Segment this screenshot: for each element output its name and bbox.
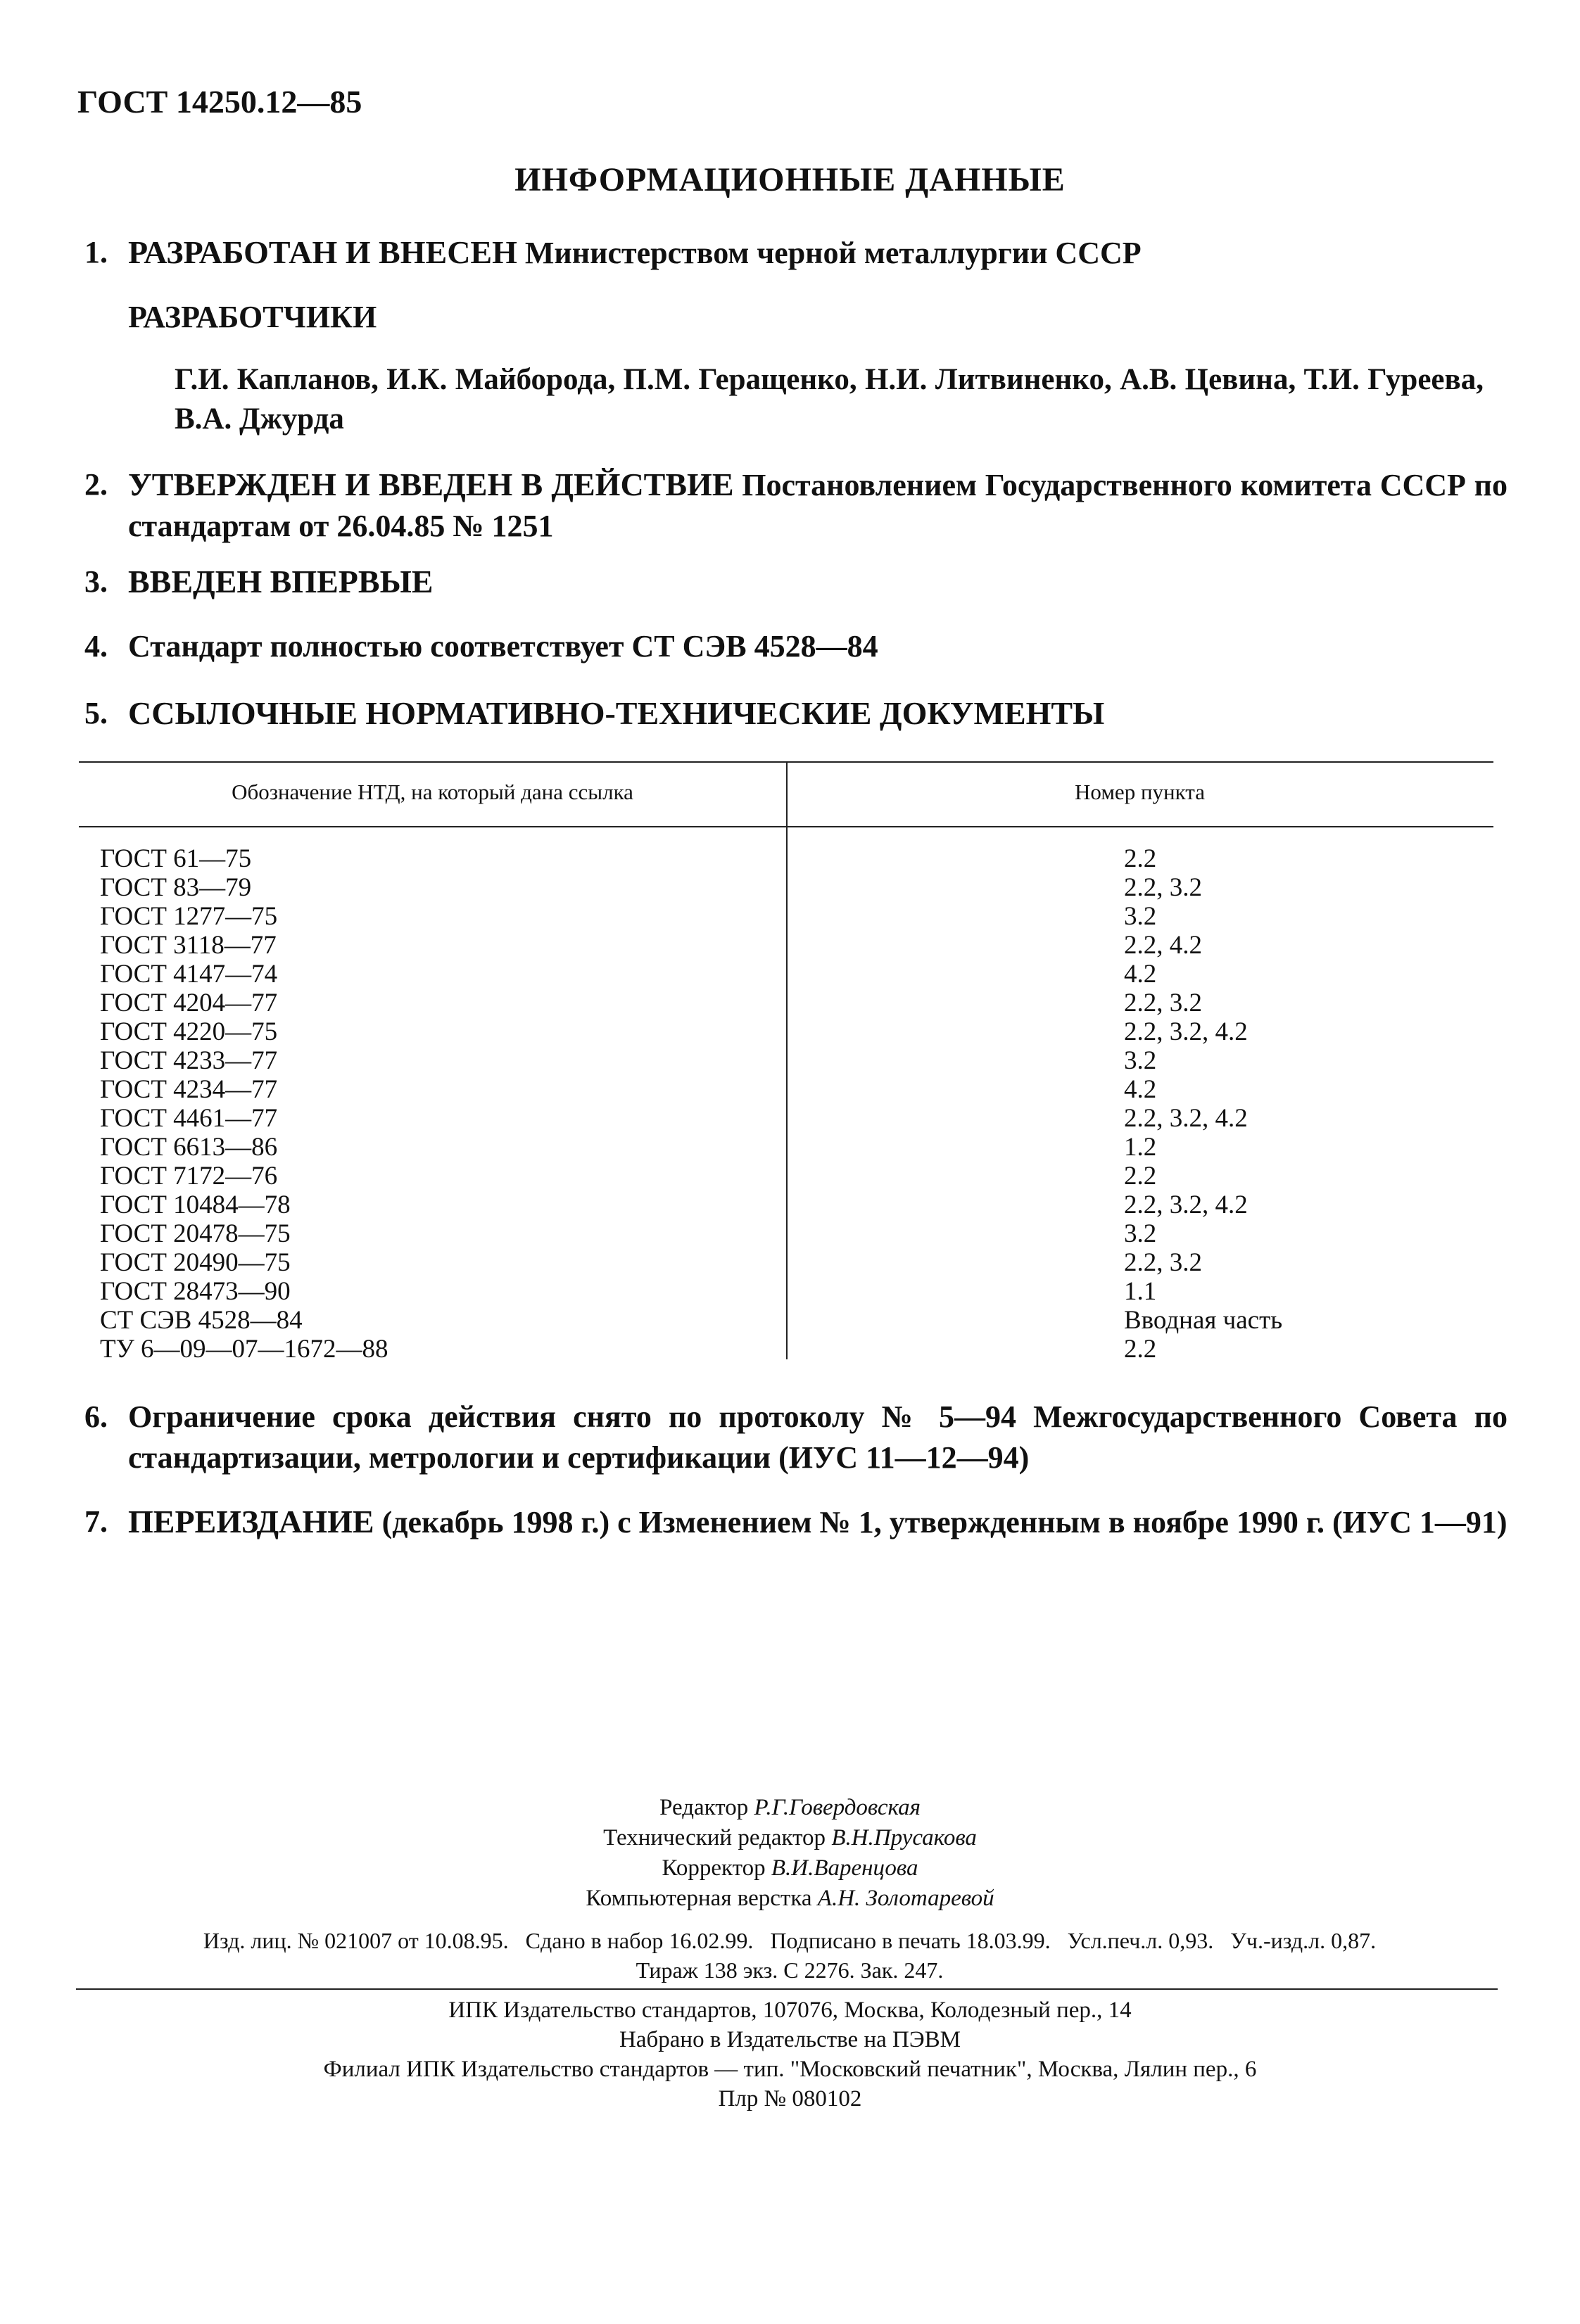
table-cell-document: ГОСТ 20490—75	[100, 1248, 291, 1277]
table-cell-document: ГОСТ 28473—90	[100, 1277, 291, 1306]
table-row	[79, 931, 1493, 960]
table-header-clause: Номер пункта	[1075, 780, 1205, 804]
table-cell-document: СТ СЭВ 4528—84	[100, 1306, 303, 1335]
table-row	[79, 1075, 1493, 1104]
section-3-caps: ВВЕДЕН ВПЕРВЫЕ	[128, 564, 434, 599]
table-row	[79, 1248, 1493, 1277]
table-row	[79, 1277, 1493, 1306]
credit-proofreader	[0, 1853, 1580, 1884]
section-1	[84, 232, 1506, 274]
table-row	[79, 873, 1493, 902]
credit-tech-editor-name: В.Н.Прусакова	[831, 1825, 977, 1850]
table-cell-clause: 1.1	[1124, 1277, 1157, 1306]
section-5-caps: ССЫЛОЧНЫЕ НОРМАТИВНО-ТЕХНИЧЕСКИЕ ДОКУМЕНТЫ	[128, 695, 1105, 731]
table-cell-clause: 2.2, 3.2	[1124, 873, 1202, 902]
section-3	[84, 561, 1506, 604]
table-row	[79, 960, 1493, 989]
section-1-text	[128, 232, 1142, 274]
table-cell-clause: 2.2, 3.2	[1124, 989, 1202, 1017]
table-cell-clause: 2.2, 4.2	[1124, 931, 1202, 960]
table-cell-document: ГОСТ 1277—75	[100, 902, 278, 931]
imprint-line-3: Филиал ИПК Издательство стандартов — тип. "Московский печатник", Москва, Лялин пер., 6	[323, 2057, 1257, 2082]
imprint-line-1: ИПК Издательство стандартов, 107076, Москва, Колодезный пер., 14	[448, 1998, 1132, 2023]
credit-editor-name: Р.Г.Говердовская	[754, 1795, 921, 1820]
table-row	[79, 902, 1493, 931]
imprint-line-4: Плр № 080102	[718, 2086, 862, 2112]
page-title: ИНФОРМАЦИОННЫЕ ДАННЫЕ	[514, 161, 1066, 198]
credit-tech-editor	[0, 1823, 1580, 1853]
table-cell-clause: 3.2	[1124, 902, 1157, 931]
credit-layout	[0, 1884, 1580, 1914]
table-cell-document: ГОСТ 4461—77	[100, 1104, 278, 1133]
section-6-number: 6.	[84, 1399, 108, 1434]
section-1-number: 1.	[84, 235, 108, 269]
table-row	[79, 1306, 1493, 1335]
publication-data	[79, 1926, 1500, 1985]
section-4-text: Стандарт полностью соответствует СТ СЭВ 4528—84	[128, 629, 878, 663]
section-2	[84, 464, 1506, 549]
credits-block	[0, 1793, 1580, 1914]
table-row	[79, 1017, 1493, 1046]
reference-table	[79, 761, 1493, 1366]
table-cell-document: ТУ 6—09—07—1672—88	[100, 1335, 388, 1364]
section-7-number: 7.	[84, 1504, 108, 1539]
publication-line-1: Изд. лиц. № 021007 от 10.08.95. Сдано в набор 16.02.99. Подписано в печать 18.03.99. Усл.печ.л. 0,93. Уч.-изд.л. 0,87.	[203, 1928, 1377, 1953]
credit-proofreader-name: В.И.Варенцова	[771, 1855, 918, 1881]
table-row	[79, 844, 1493, 873]
section-7-text	[128, 1501, 1508, 1543]
credit-editor-label: Редактор	[659, 1795, 749, 1820]
publication-line-2: Тираж 138 экз. С 2276. Зак. 247.	[636, 1957, 944, 1983]
section-1-body: Министерством черной металлургии СССР	[517, 236, 1142, 270]
credit-editor	[0, 1793, 1580, 1823]
table-cell-clause: 3.2	[1124, 1046, 1157, 1075]
table-cell-document: ГОСТ 4147—74	[100, 960, 278, 989]
table-row	[79, 1219, 1493, 1248]
table-cell-document: ГОСТ 10484—78	[100, 1190, 291, 1219]
section-6-text: Ограничение срока действия снято по протоколу № 5—94 Межгосударственного Совета по стандартизации, метрологии и сертификации (ИУС 11—12—94)	[128, 1399, 1508, 1475]
table-cell-clause: 2.2	[1124, 1335, 1157, 1364]
table-cell-document: ГОСТ 83—79	[100, 873, 252, 902]
table-cell-clause: 3.2	[1124, 1219, 1157, 1248]
imprint-block	[0, 1995, 1580, 2114]
credit-layout-name: А.Н. Золотаревой	[817, 1886, 994, 1911]
table-row	[79, 1190, 1493, 1219]
table-cell-document: ГОСТ 4233—77	[100, 1046, 278, 1075]
table-cell-document: ГОСТ 6613—86	[100, 1133, 278, 1162]
table-row	[79, 1046, 1493, 1075]
table-cell-document: ГОСТ 4234—77	[100, 1075, 278, 1104]
credit-tech-editor-label: Технический редактор	[603, 1825, 826, 1850]
section-5	[84, 693, 1506, 735]
section-4	[84, 626, 1506, 668]
section-5-number: 5.	[84, 696, 108, 730]
table-header-document: Обозначение НТД, на который дана ссылка	[232, 780, 633, 804]
table-row	[79, 989, 1493, 1017]
credit-proofreader-label: Корректор	[662, 1855, 766, 1881]
table-cell-document: ГОСТ 61—75	[100, 844, 252, 873]
table-cell-document: ГОСТ 3118—77	[100, 931, 277, 960]
imprint-line-2: Набрано в Издательстве на ПЭВМ	[619, 2027, 961, 2052]
table-body	[79, 844, 1493, 1364]
section-2-text	[128, 464, 1508, 547]
table-cell-document: ГОСТ 4220—75	[100, 1017, 278, 1046]
section-6	[84, 1397, 1506, 1481]
section-7-body: (декабрь 1998 г.) с Изменением № 1, утвержденным в ноябре 1990 г. (ИУС 1—91)	[374, 1505, 1508, 1539]
section-4-number: 4.	[84, 629, 108, 663]
table-cell-clause: 2.2	[1124, 844, 1157, 873]
table-row	[79, 1335, 1493, 1364]
section-2-number: 2.	[84, 467, 108, 502]
table-row	[79, 1133, 1493, 1162]
table-cell-document: ГОСТ 4204—77	[100, 989, 278, 1017]
section-3-number: 3.	[84, 564, 108, 599]
table-cell-document: ГОСТ 7172—76	[100, 1162, 278, 1190]
section-1-caps: РАЗРАБОТАН И ВНЕСЕН	[128, 234, 517, 270]
section-7-caps: ПЕРЕИЗДАНИЕ	[128, 1504, 374, 1539]
section-2-caps: УТВЕРЖДЕН И ВВЕДЕН В ДЕЙСТВИЕ	[128, 466, 734, 502]
table-cell-clause: 2.2, 3.2, 4.2	[1124, 1190, 1248, 1219]
table-cell-clause: 2.2, 3.2	[1124, 1248, 1202, 1277]
developers-list: Г.И. Капланов, И.К. Майборода, П.М. Геращенко, Н.И. Литвиненко, А.В. Цевина, Т.И. Гуреева, В.А. Джурда	[175, 363, 1484, 436]
section-7	[84, 1501, 1520, 1544]
table-cell-clause: 2.2	[1124, 1162, 1157, 1190]
table-row	[79, 1104, 1493, 1133]
table-cell-document: ГОСТ 20478—75	[100, 1219, 291, 1248]
section-2-body: Постановлением Государственного комитета СССР по стандартам от 26.04.85 № 1251	[128, 468, 1508, 543]
table-header-rule	[79, 826, 1493, 827]
footer-rule	[76, 1988, 1498, 1990]
table-row	[79, 1162, 1493, 1190]
credit-layout-label: Компьютерная верстка	[586, 1886, 812, 1911]
document-code: ГОСТ 14250.12—85	[77, 84, 362, 120]
table-cell-clause: 2.2, 3.2, 4.2	[1124, 1017, 1248, 1046]
table-cell-clause: 2.2, 3.2, 4.2	[1124, 1104, 1248, 1133]
table-cell-clause: Вводная часть	[1124, 1306, 1283, 1335]
table-cell-clause: 4.2	[1124, 1075, 1157, 1104]
table-cell-clause: 4.2	[1124, 960, 1157, 989]
developers-label: РАЗРАБОТЧИКИ	[128, 300, 377, 334]
table-cell-clause: 1.2	[1124, 1133, 1157, 1162]
